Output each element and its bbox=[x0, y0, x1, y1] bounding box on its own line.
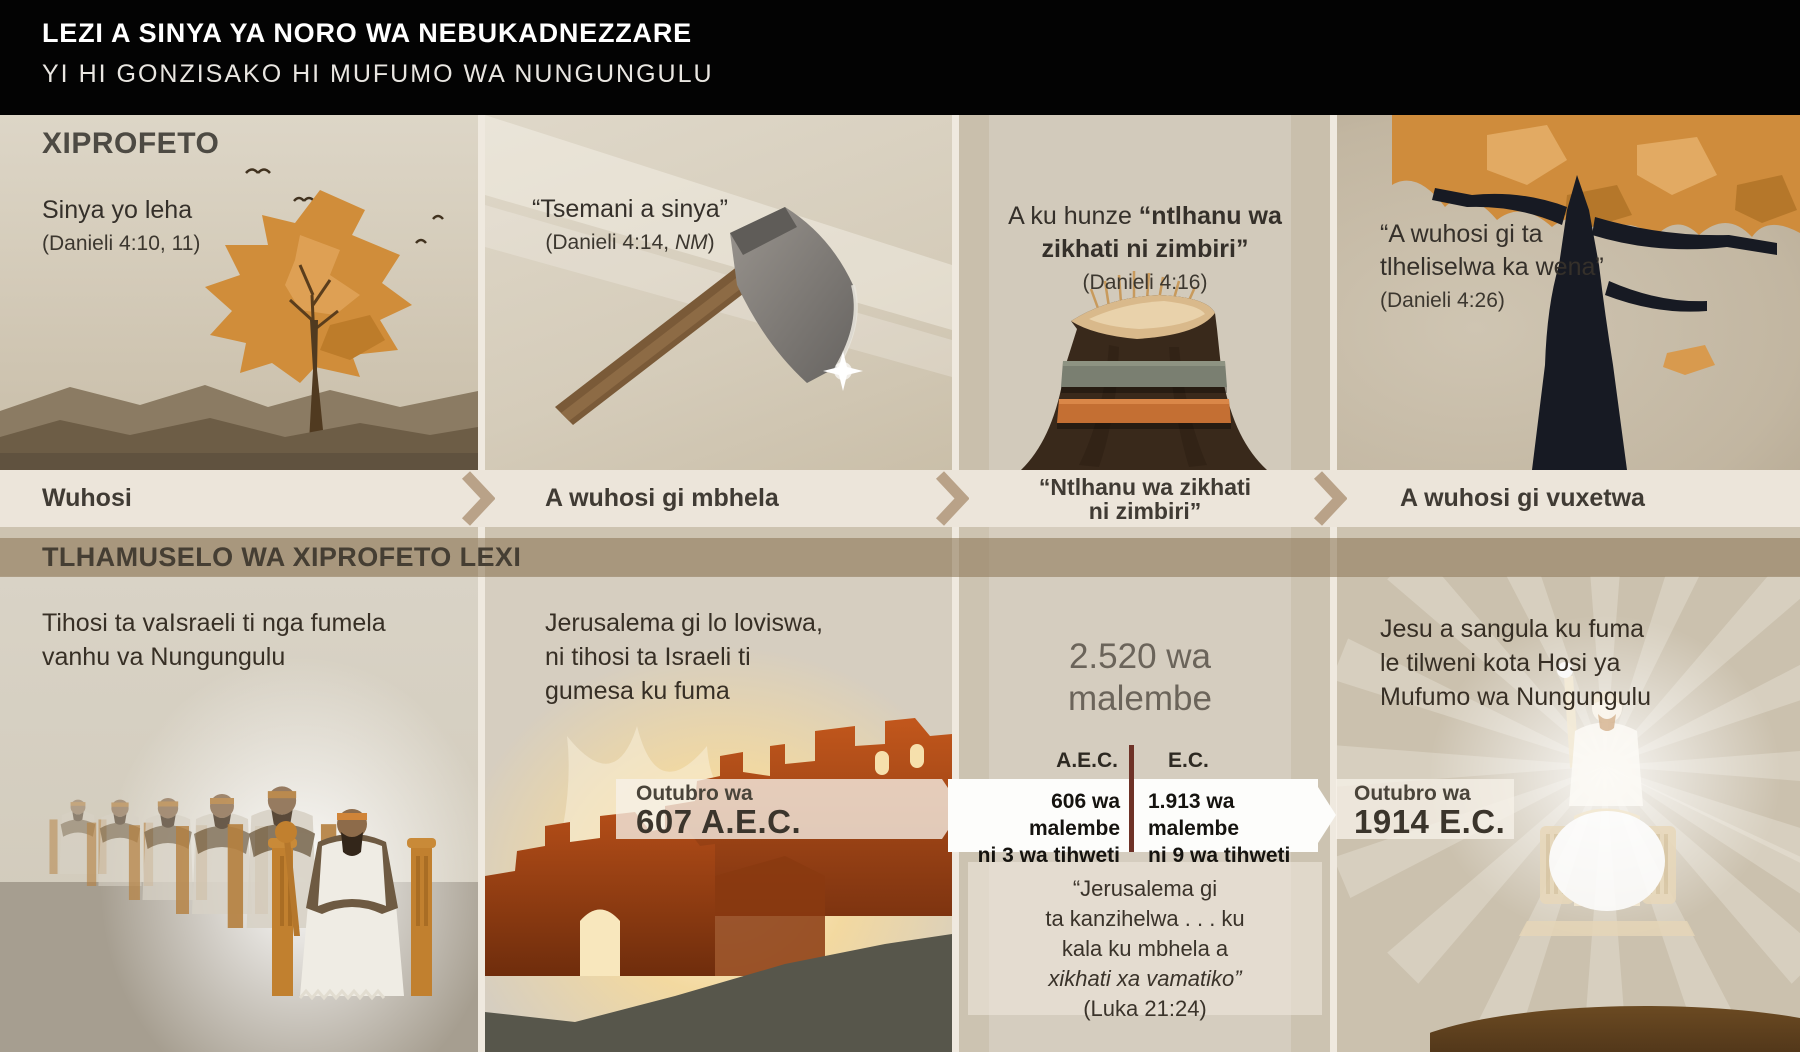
explanation-jerusalem: Jerusalema gi lo loviswa, ni tihosi ta Israeli ti gumesa ku fuma bbox=[545, 609, 823, 705]
duration-before-ce: 606 wa malembe ni 3 wa tihweti bbox=[977, 790, 1120, 867]
page-title: LEZI A SINYA YA NORO WA NEBUKADNEZZARE bbox=[42, 18, 692, 48]
axe-illustration bbox=[485, 115, 952, 470]
explanation-kings: Tihosi ta vaIsraeli ti nga fumela vanhu va Nungungulu bbox=[42, 609, 386, 671]
caption-stump: A ku hunze “ntlhanu wa zikhati ni zimbiri” (Danieli 4:16) bbox=[1008, 202, 1282, 294]
column-separator bbox=[1330, 115, 1337, 1052]
chevron-right-icon bbox=[461, 470, 495, 527]
explanation-section-heading: TLHAMUSELO WA XIPROFETO LEXI bbox=[42, 542, 522, 572]
tall-tree-illustration bbox=[0, 115, 478, 470]
flow-step-kingship-restored: A wuhosi gi vuxetwa bbox=[1400, 484, 1645, 512]
explanation-jesus-rules: Jesu a sangula ku fuma le tilweni kota Hosi ya Mufumo wa Nungungulu bbox=[1380, 615, 1651, 711]
era-label-bce: A.E.C. bbox=[1056, 749, 1118, 772]
flow-step-kingship: Wuhosi bbox=[42, 484, 132, 512]
chevron-right-icon bbox=[935, 470, 969, 527]
timeline-start-date: Outubro wa 607 A.E.C. bbox=[616, 779, 942, 839]
duration-after-ce: 1.913 wa malembe ni 9 wa tihweti bbox=[1148, 790, 1291, 867]
column-separator bbox=[478, 115, 485, 1052]
column-separator bbox=[952, 115, 959, 1052]
header-banner bbox=[0, 0, 1800, 115]
era-divider-line bbox=[1129, 745, 1134, 852]
timeline-end-date: Outubro wa 1914 E.C. bbox=[1336, 779, 1514, 839]
flow-step-seven-times: “Ntlhanu wa zikhati ni zimbiri” bbox=[1038, 474, 1252, 524]
total-years-label: 2.520 wa malembe bbox=[1068, 637, 1212, 718]
flow-step-kingship-ends: A wuhosi gi mbhela bbox=[545, 484, 779, 512]
era-label-ce: E.C. bbox=[1168, 749, 1209, 772]
chevron-right-icon bbox=[1313, 470, 1347, 527]
caption-restored-tree: “A wuhosi gi ta tlheliselwa ka wena” (Danieli 4:26) bbox=[1380, 220, 1604, 312]
caption-axe: “Tsemani a sinya” (Danieli 4:14, NM) bbox=[532, 195, 728, 254]
page-subtitle: YI HI GONZISAKO HI MUFUMO WA NUNGUNGULU bbox=[42, 60, 714, 88]
flow-band bbox=[0, 470, 1800, 527]
caption-tall-tree: Sinya yo leha (Danieli 4:10, 11) bbox=[42, 196, 201, 255]
earth-dome-illustration bbox=[1430, 1002, 1800, 1052]
scripture-quote: “Jerusalema gi ta kanzihelwa . . . ku kala ku mbhela a xikhati xa vamatiko” (Luka 21:24) bbox=[968, 862, 1322, 1015]
explanation-section-band bbox=[0, 538, 1800, 577]
prophecy-section-heading: XIPROFETO bbox=[42, 127, 220, 160]
